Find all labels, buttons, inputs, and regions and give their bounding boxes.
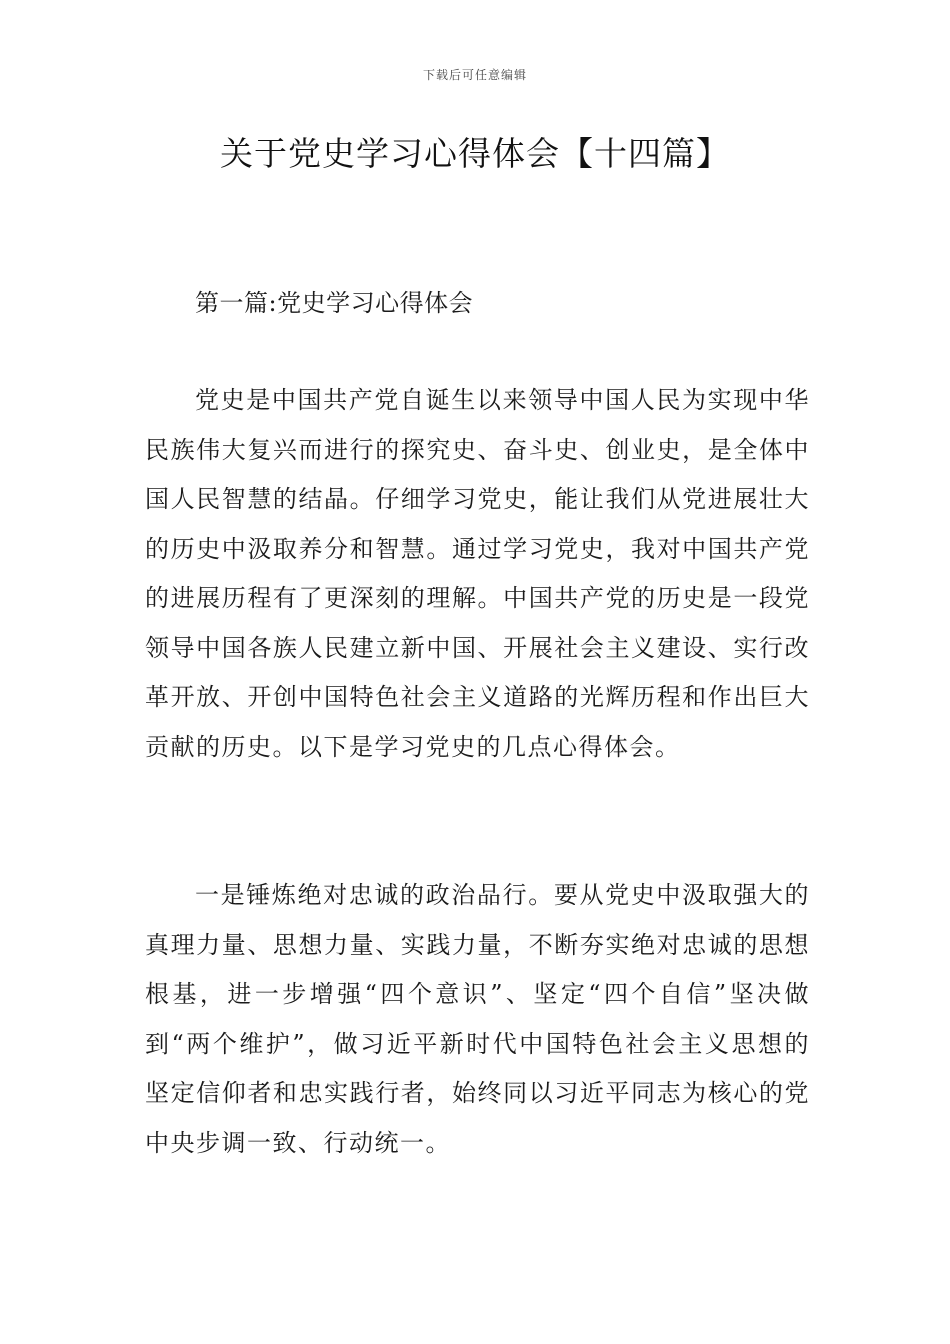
body-paragraph: 党史是中国共产党自诞生以来领导中国人民为实现中华民族伟大复兴而进行的探究史、奋斗史、创业史，是全体中国人民智慧的结晶。仔细学习党史，能让我们从党进展壮大的历史中汲取养分和智慧。通过学习党史，我对中国共产党的进展历程有了更深刻的理解。中国共产党的历史是一段党领导中国各族人民建立新中国、开展社会主义建设、实行改革开放、开创中国特色社会主义道路的光辉历程和作出巨大贡献的历史。以下是学习党史的几点心得体会。 xyxy=(145,386,810,761)
body-paragraph: 一是锤炼绝对忠诚的政治品行。要从党史中汲取强大的真理力量、思想力量、实践力量，不断夯实绝对忠诚的思想根基，进一步增强“四个意识”、坚定“四个自信”坚决做到“两个维护”，做习近平新时代中国特色社会主义思想的坚定信仰者和忠实践行者，始终同以习近平同志为核心的党中央步调一致、行动统一。 xyxy=(145,881,810,1157)
header-note: 下载后可任意编辑 xyxy=(422,68,527,82)
section-heading: 第一篇:党史学习心得体会 xyxy=(195,289,474,317)
document-title: 关于党史学习心得体会【十四篇】 xyxy=(220,134,730,173)
